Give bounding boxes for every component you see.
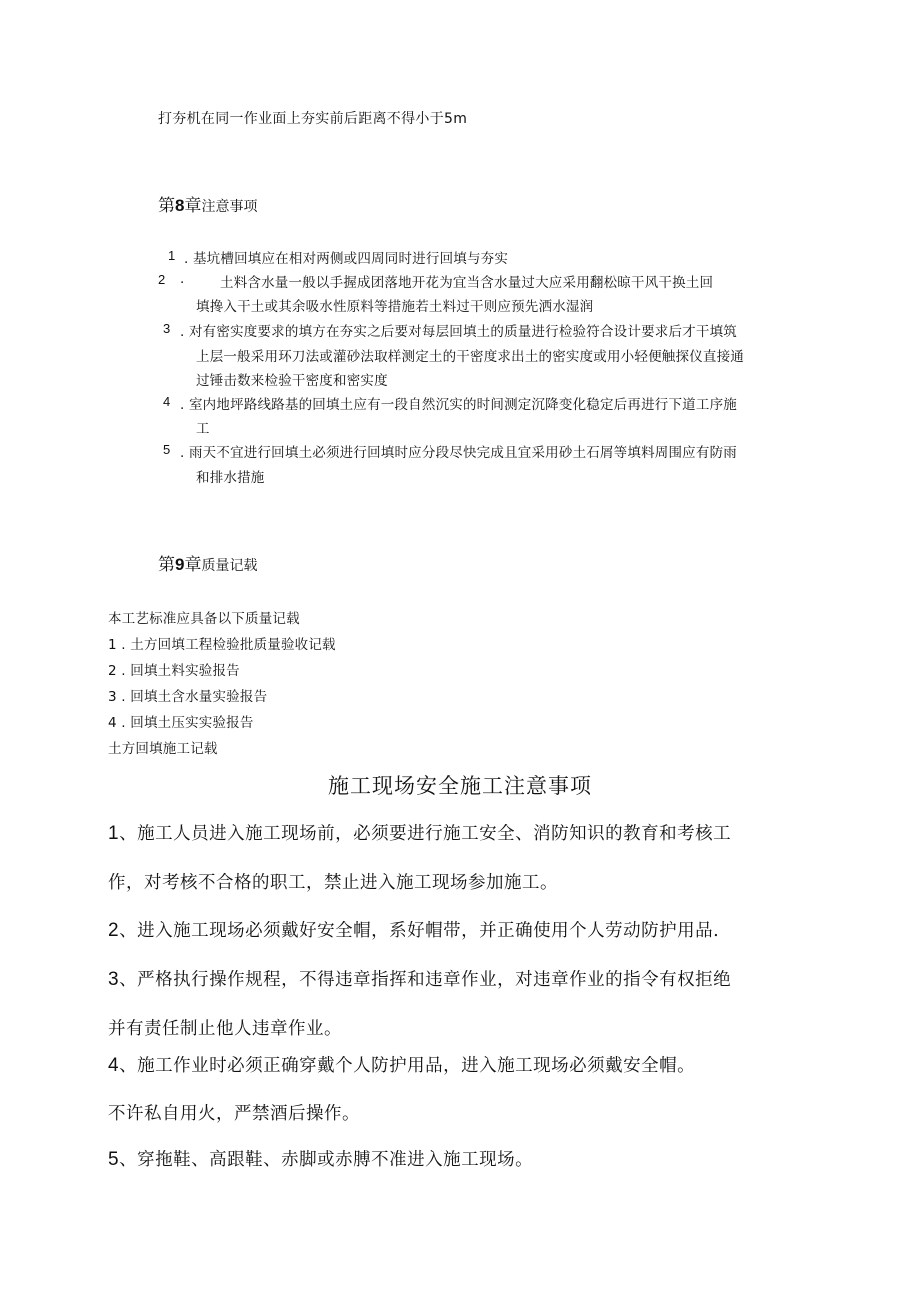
- safety-line-5: [108, 1015, 342, 1040]
- note-5-number: 5: [163, 442, 171, 457]
- chapter-8-prefix: 第: [158, 196, 175, 216]
- note-3-line-2: 上层一般采用环刀法或灌砂法取样测定土的干密度求出土的密实度或用小轻便触探仪直接通: [196, 349, 744, 365]
- note-5-line-1: . 雨天不宜进行回填土必须进行回填时应分段尽快完成且宜采用砂土石屑等填料周围应有防雨: [180, 445, 737, 461]
- safety-line-3-text: 、进入施工现场必须戴好安全帽，系好帽带，并正确使用个人劳动防护用品.: [119, 921, 720, 941]
- note-3-line-3: 过锤击数来检验干密度和密实度: [196, 373, 388, 389]
- intro-line: 打夯机在同一作业面上夯实前后距离不得小于5m: [158, 111, 468, 127]
- safety-line-3: [108, 917, 719, 942]
- safety-line-1: [108, 820, 731, 845]
- chapter-9-heading: [158, 550, 257, 575]
- safety-line-3-number: 2: [108, 920, 120, 941]
- safety-line-6: [108, 1052, 695, 1077]
- safety-line-4: [108, 966, 731, 991]
- note-2-line-1: 土料含水量一般以手握成团落地开花为宜当含水量过大应采用翻松晾干风干换土回: [220, 275, 714, 291]
- note-4-line-2: 工: [196, 421, 210, 437]
- safety-line-4-text: 、严格执行操作规程，不得违章指挥和违章作业，对违章作业的指令有权拒绝: [119, 970, 732, 990]
- quality-item-4: 4 . 回填土压实实验报告: [108, 715, 254, 731]
- note-4-number: 4: [163, 394, 171, 409]
- note-3-line-1: . 对有密实度要求的填方在夯实之后要对每层回填土的质量进行检验符合设计要求后才干填筑: [180, 324, 737, 340]
- note-4-line-1: . 室内地坪路线路基的回填土应有一段自然沉实的时间测定沉降变化稳定后再进行下道工序施: [180, 397, 737, 413]
- note-1-line-1: . 基坑槽回填应在相对两侧或四周同时进行回填与夯实: [184, 251, 509, 267]
- quality-item-2: 2 . 回填土料实验报告: [108, 663, 240, 679]
- safety-line-2: [108, 869, 558, 894]
- safety-line-8: [108, 1146, 533, 1171]
- chapter-8-number: 8: [175, 196, 185, 215]
- chapter-9-number: 9: [175, 555, 185, 574]
- quality-item-1: 1 . 土方回填工程检验批质量验收记载: [108, 637, 336, 653]
- quality-closing: 土方回填施工记载: [108, 741, 218, 757]
- note-3-number: 3: [163, 321, 171, 336]
- quality-intro: 本工艺标准应具备以下质量记载: [108, 611, 300, 627]
- safety-line-7-text: 不许私自用火，严禁酒后操作。: [108, 1104, 360, 1124]
- safety-line-6-text: 、施工作业时必须正确穿戴个人防护用品，进入施工现场必须戴安全帽。: [119, 1056, 696, 1076]
- safety-line-4-number: 3: [108, 969, 120, 990]
- chapter-8-title: 注意事项: [201, 199, 258, 215]
- chapter-9-title: 质量记载: [201, 558, 258, 574]
- safety-line-6-number: 4: [108, 1055, 120, 1076]
- note-2-dot: .: [180, 271, 185, 287]
- chapter-9-prefix: 第: [158, 555, 175, 575]
- note-5-line-2: 和排水措施: [196, 470, 265, 486]
- chapter-8-heading: [158, 191, 257, 216]
- note-2-line-2: 填搀入干土或其余吸水性原料等措施若土料过干则应预先洒水湿润: [196, 299, 594, 315]
- note-2-number: 2: [158, 272, 166, 287]
- safety-line-7: [108, 1100, 360, 1125]
- safety-line-2-text: 作，对考核不合格的职工，禁止进入施工现场参加施工。: [108, 873, 558, 893]
- safety-line-8-text: 、穿拖鞋、高跟鞋、赤脚或赤膊不准进入施工现场。: [119, 1150, 534, 1170]
- safety-line-1-number: 1: [108, 823, 120, 844]
- quality-item-3: 3 . 回填土含水量实验报告: [108, 689, 268, 705]
- safety-line-8-number: 5: [108, 1149, 120, 1170]
- chapter-9-suffix: 章: [184, 555, 202, 575]
- note-1-number: 1: [168, 248, 176, 263]
- chapter-8-suffix: 章: [184, 196, 202, 216]
- safety-line-5-text: 并有责任制止他人违章作业。: [108, 1019, 342, 1039]
- safety-title: 施工现场安全施工注意事项: [328, 774, 592, 798]
- safety-line-1-text: 、施工人员进入施工现场前，必须要进行施工安全、消防知识的教育和考核工: [119, 824, 732, 844]
